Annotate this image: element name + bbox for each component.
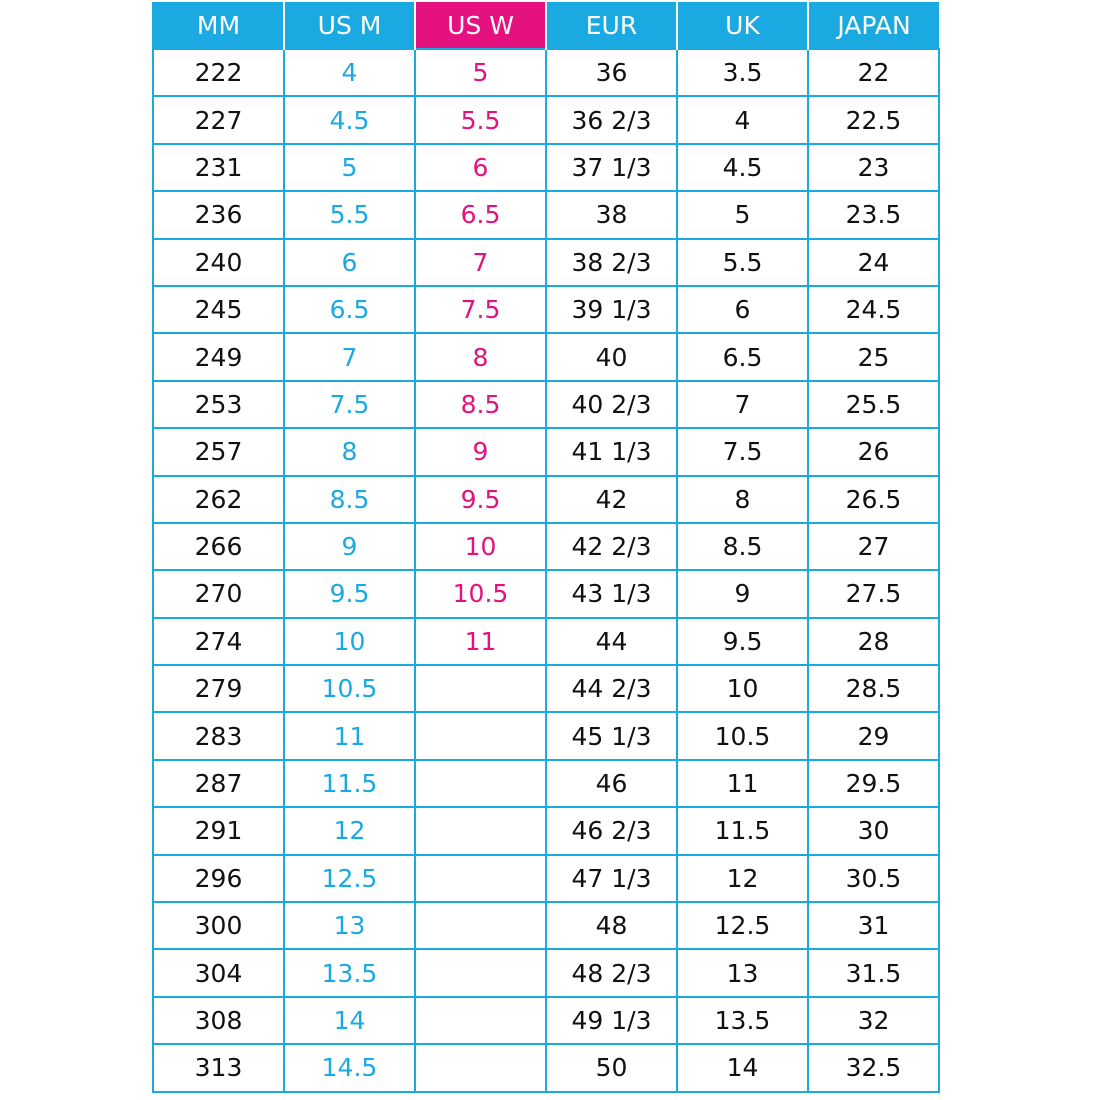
cell-japan: 32 (808, 997, 939, 1044)
cell-us-w: 10.5 (415, 570, 546, 617)
cell-us-w: 10 (415, 523, 546, 570)
cell-us-m: 4.5 (284, 96, 415, 143)
cell-us-m: 9 (284, 523, 415, 570)
cell-japan: 23.5 (808, 191, 939, 238)
cell-eur: 48 (546, 902, 677, 949)
cell-uk: 8.5 (677, 523, 808, 570)
cell-uk: 4.5 (677, 144, 808, 191)
table-row (153, 96, 939, 143)
cell-japan: 22.5 (808, 96, 939, 143)
cell-us-m: 7.5 (284, 381, 415, 428)
table-row (153, 191, 939, 238)
cell-eur: 43 1/3 (546, 570, 677, 617)
shoe-size-chart (152, 2, 940, 1093)
cell-us-w: 7.5 (415, 286, 546, 333)
cell-eur: 40 2/3 (546, 381, 677, 428)
cell-uk: 5.5 (677, 239, 808, 286)
cell-eur: 48 2/3 (546, 949, 677, 996)
cell-mm: 231 (153, 144, 284, 191)
cell-mm: 308 (153, 997, 284, 1044)
column-header-eur: EUR (546, 2, 677, 49)
column-header-us-w: US W (415, 2, 546, 49)
table-row (153, 760, 939, 807)
cell-japan: 29 (808, 712, 939, 759)
cell-eur: 36 2/3 (546, 96, 677, 143)
table-row (153, 333, 939, 380)
cell-uk: 13.5 (677, 997, 808, 1044)
cell-us-m: 14.5 (284, 1044, 415, 1091)
cell-japan: 31 (808, 902, 939, 949)
cell-japan: 25.5 (808, 381, 939, 428)
cell-eur: 38 2/3 (546, 239, 677, 286)
cell-us-w (415, 807, 546, 854)
cell-japan: 30 (808, 807, 939, 854)
cell-mm: 291 (153, 807, 284, 854)
cell-japan: 31.5 (808, 949, 939, 996)
cell-uk: 5 (677, 191, 808, 238)
table-row (153, 523, 939, 570)
cell-eur: 41 1/3 (546, 428, 677, 475)
column-header-mm: MM (153, 2, 284, 49)
cell-japan: 24 (808, 239, 939, 286)
cell-us-m: 9.5 (284, 570, 415, 617)
cell-mm: 304 (153, 949, 284, 996)
cell-us-w: 5 (415, 49, 546, 96)
cell-us-m: 10.5 (284, 665, 415, 712)
cell-us-w: 7 (415, 239, 546, 286)
table-row (153, 665, 939, 712)
cell-mm: 313 (153, 1044, 284, 1091)
table-row (153, 570, 939, 617)
cell-mm: 240 (153, 239, 284, 286)
table-row (153, 902, 939, 949)
cell-japan: 30.5 (808, 855, 939, 902)
table-row (153, 428, 939, 475)
cell-us-w: 9 (415, 428, 546, 475)
cell-japan: 32.5 (808, 1044, 939, 1091)
cell-eur: 37 1/3 (546, 144, 677, 191)
cell-uk: 12 (677, 855, 808, 902)
cell-uk: 6 (677, 286, 808, 333)
cell-mm: 283 (153, 712, 284, 759)
cell-eur: 46 (546, 760, 677, 807)
cell-eur: 42 (546, 476, 677, 523)
column-header-japan: JAPAN (808, 2, 939, 49)
cell-japan: 27.5 (808, 570, 939, 617)
table-row (153, 49, 939, 96)
cell-eur: 36 (546, 49, 677, 96)
cell-us-m: 10 (284, 618, 415, 665)
cell-us-m: 12.5 (284, 855, 415, 902)
table-row (153, 855, 939, 902)
cell-mm: 249 (153, 333, 284, 380)
column-header-uk: UK (677, 2, 808, 49)
table-header (153, 2, 939, 49)
cell-us-m: 13 (284, 902, 415, 949)
cell-us-m: 5 (284, 144, 415, 191)
cell-japan: 29.5 (808, 760, 939, 807)
cell-us-w (415, 1044, 546, 1091)
cell-eur: 46 2/3 (546, 807, 677, 854)
cell-us-m: 7 (284, 333, 415, 380)
cell-uk: 10.5 (677, 712, 808, 759)
cell-mm: 270 (153, 570, 284, 617)
cell-us-w: 5.5 (415, 96, 546, 143)
cell-eur: 44 2/3 (546, 665, 677, 712)
table-body (153, 49, 939, 1092)
cell-eur: 42 2/3 (546, 523, 677, 570)
cell-uk: 7 (677, 381, 808, 428)
cell-eur: 47 1/3 (546, 855, 677, 902)
table-row (153, 712, 939, 759)
cell-mm: 300 (153, 902, 284, 949)
cell-japan: 27 (808, 523, 939, 570)
table-row (153, 239, 939, 286)
cell-us-m: 6.5 (284, 286, 415, 333)
cell-japan: 28.5 (808, 665, 939, 712)
cell-eur: 40 (546, 333, 677, 380)
cell-us-w (415, 997, 546, 1044)
cell-uk: 9.5 (677, 618, 808, 665)
cell-mm: 287 (153, 760, 284, 807)
cell-eur: 39 1/3 (546, 286, 677, 333)
cell-mm: 266 (153, 523, 284, 570)
cell-us-w: 9.5 (415, 476, 546, 523)
table-row (153, 381, 939, 428)
cell-us-w (415, 760, 546, 807)
cell-us-m: 12 (284, 807, 415, 854)
cell-uk: 6.5 (677, 333, 808, 380)
cell-us-w: 8.5 (415, 381, 546, 428)
cell-mm: 245 (153, 286, 284, 333)
cell-japan: 26 (808, 428, 939, 475)
cell-us-w (415, 855, 546, 902)
cell-us-w: 8 (415, 333, 546, 380)
cell-japan: 23 (808, 144, 939, 191)
cell-uk: 12.5 (677, 902, 808, 949)
cell-uk: 13 (677, 949, 808, 996)
cell-us-w (415, 665, 546, 712)
header-row (153, 2, 939, 49)
cell-us-m: 11 (284, 712, 415, 759)
cell-uk: 11 (677, 760, 808, 807)
table-row (153, 476, 939, 523)
cell-uk: 11.5 (677, 807, 808, 854)
cell-eur: 50 (546, 1044, 677, 1091)
column-header-us-m: US M (284, 2, 415, 49)
cell-uk: 3.5 (677, 49, 808, 96)
cell-mm: 262 (153, 476, 284, 523)
cell-us-m: 13.5 (284, 949, 415, 996)
cell-japan: 26.5 (808, 476, 939, 523)
table-row (153, 618, 939, 665)
cell-uk: 8 (677, 476, 808, 523)
cell-us-m: 6 (284, 239, 415, 286)
cell-us-w: 6.5 (415, 191, 546, 238)
table-row (153, 949, 939, 996)
cell-mm: 296 (153, 855, 284, 902)
cell-mm: 236 (153, 191, 284, 238)
cell-us-w: 6 (415, 144, 546, 191)
cell-uk: 4 (677, 96, 808, 143)
cell-eur: 44 (546, 618, 677, 665)
cell-uk: 14 (677, 1044, 808, 1091)
table-row (153, 807, 939, 854)
table-row (153, 286, 939, 333)
cell-uk: 7.5 (677, 428, 808, 475)
cell-us-m: 5.5 (284, 191, 415, 238)
cell-eur: 49 1/3 (546, 997, 677, 1044)
cell-mm: 227 (153, 96, 284, 143)
cell-japan: 24.5 (808, 286, 939, 333)
table-row (153, 144, 939, 191)
cell-mm: 274 (153, 618, 284, 665)
cell-japan: 25 (808, 333, 939, 380)
cell-uk: 10 (677, 665, 808, 712)
cell-us-m: 8 (284, 428, 415, 475)
table-row (153, 997, 939, 1044)
cell-us-m: 11.5 (284, 760, 415, 807)
cell-eur: 38 (546, 191, 677, 238)
cell-us-m: 4 (284, 49, 415, 96)
cell-japan: 22 (808, 49, 939, 96)
cell-japan: 28 (808, 618, 939, 665)
table-row (153, 1044, 939, 1091)
cell-us-m: 8.5 (284, 476, 415, 523)
cell-eur: 45 1/3 (546, 712, 677, 759)
cell-mm: 279 (153, 665, 284, 712)
cell-us-w (415, 712, 546, 759)
cell-us-w: 11 (415, 618, 546, 665)
cell-us-w (415, 902, 546, 949)
cell-us-m: 14 (284, 997, 415, 1044)
cell-mm: 253 (153, 381, 284, 428)
cell-mm: 257 (153, 428, 284, 475)
cell-mm: 222 (153, 49, 284, 96)
cell-uk: 9 (677, 570, 808, 617)
cell-us-w (415, 949, 546, 996)
